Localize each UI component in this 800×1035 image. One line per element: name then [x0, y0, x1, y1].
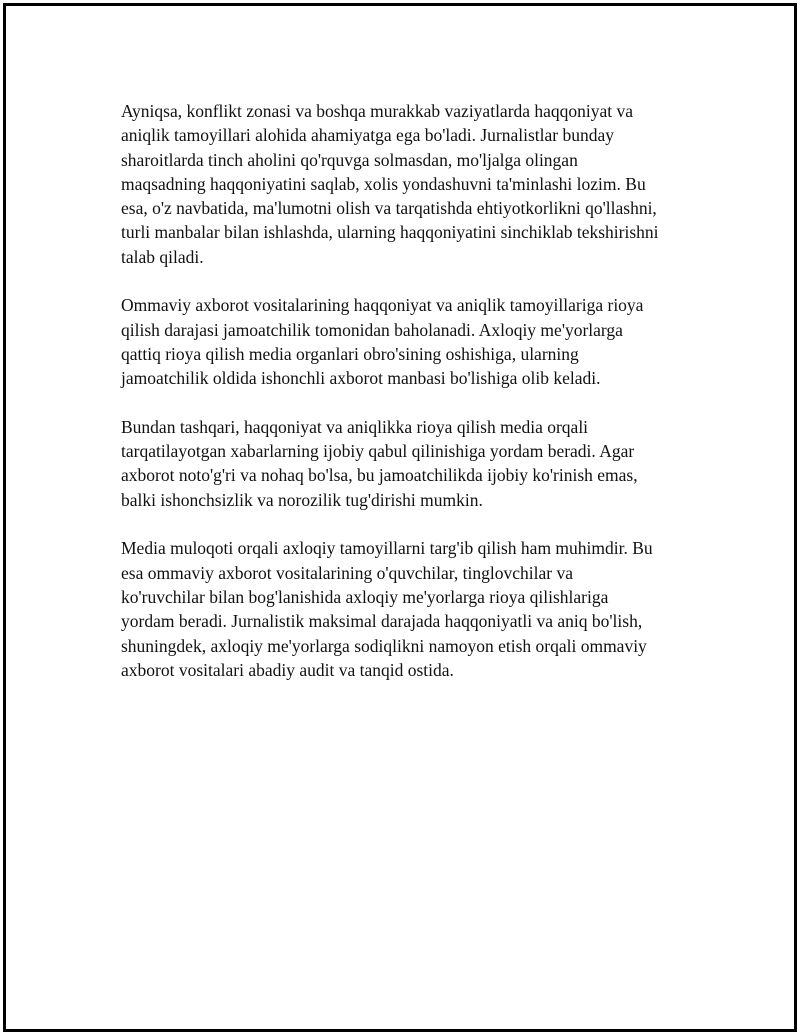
paragraph-4: Media muloqoti orqali axloqiy tamoyillarni targ'ib qilish ham muhimdir. Bu esa ommaviy axborot vositalarining o'quvchilar, tinglovchilar va ko'ruvchilar bilan bog'lanishida axloqiy me'yorlarga rioya qilishlariga yordam beradi. Jurnalistik maksimal darajada haqqoniyatli va aniq bo'lish, shuningdek, axloqiy me'yorlarga sodiqlikni namoyon etish orqali ommaviy axborot vositalari abadiy audit va tanqid ostida.: [121, 538, 653, 680]
paragraph-1: Ayniqsa, konflikt zonasi va boshqa murakkab vaziyatlarda haqqoniyat va aniqlik tamoyillari alohida ahamiyatga ega bo'ladi. Jurnalistlar bunday sharoitlarda tinch aholini qo'rquvga solmasdan, mo'ljalga olingan maqsadning haqqoniyatini saqlab, xolis yondashuvni ta'minlashi lozim. Bu esa, o'z navbatida, ma'lumotni olish va tarqatishda ehtiyotkorlikni qo'llashni, turli manbalar bilan ishlashda, ularning haqqoniyatini sinchiklab tekshirishni talab qiladi.: [121, 101, 659, 267]
page-frame: [3, 3, 797, 1032]
paragraph-2: Ommaviy axborot vositalarining haqqoniyat va aniqlik tamoyillariga rioya qilish darajasi jamoatchilik tomonidan baholanadi. Axloqiy me'yorlarga qattiq rioya qilish media organlari obro'sining oshishiga, ularning jamoatchilik oldida ishonchli axborot manbasi bo'lishiga olib keladi.: [121, 295, 644, 389]
paragraph-3: Bundan tashqari, haqqoniyat va aniqlikka rioya qilish media orqali tarqatilayotgan xabarlarning ijobiy qabul qilinishiga yordam beradi. Agar axborot noto'g'ri va nohaq bo'lsa, bu jamoatchilikda ijobiy ko'rinish emas, balki ishonchsizlik va norozilik tug'dirishi mumkin.: [121, 416, 638, 510]
document-body: [121, 99, 701, 706]
